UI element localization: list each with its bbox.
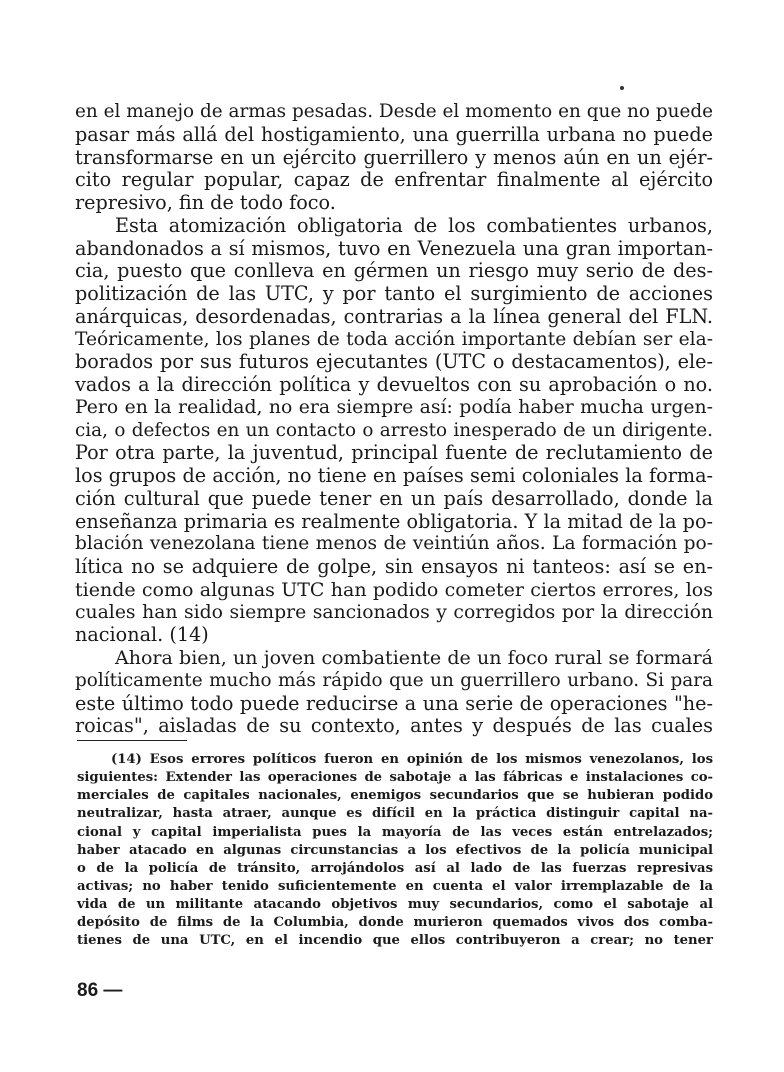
footnote-line: activas; no haber tenido suficientemente en cuenta el valor irremplazable de la [77, 878, 713, 894]
body-line: este último todo puede reducirse a una serie de operaciones "he- [75, 691, 713, 715]
footnote-line: depósito de films de la Columbia, donde murieron quemados vivos dos comba- [77, 915, 713, 931]
body-line: transformarse en un ejército guerrillero y menos aún en un ejér- [75, 145, 713, 169]
body-line: represivo, fin de todo foco. [75, 191, 336, 214]
body-line: blación venezolana tiene menos de veintiún años. La formación po- [75, 533, 713, 555]
footnote-line: (14) Esos errores políticos fueron en opinión de los mismos venezolanos, los [111, 752, 713, 767]
body-line: nacional. (14) [75, 623, 209, 647]
footnote-line: cional y capital imperialista pues la mayoría de las veces están entrelazados; [77, 824, 713, 840]
body-line: cia, o defectos en un contacto o arresto inesperado de un dirigente. [75, 419, 713, 441]
body-line: cuales han sido siempre sancionados y corregidos por la dirección [75, 601, 713, 623]
body-line: políticamente mucho más rápido que un guerrillero urbano. Si para [75, 669, 713, 691]
body-line: enseñanza primaria es realmente obligatoria. Y la mitad de la po- [75, 509, 713, 533]
body-line: roicas", aisladas de su contexto, antes y después de las cuales [75, 714, 713, 738]
footnote [77, 751, 713, 951]
body-line: los grupos de acción, no tiene en países semi coloniales la forma- [75, 464, 713, 487]
body-line: cito regular popular, capaz de enfrentar finalmente al ejército [75, 168, 713, 192]
footnote-line: o de la policía de tránsito, arrojándolos así al lado de las fuerzas represivas [77, 860, 713, 876]
body-line: lítica no se adquiere de golpe, sin ensayos ni tanteos: así se en- [75, 555, 713, 578]
body-line: politización de las UTC, y por tanto el surgimiento de acciones [75, 282, 713, 305]
footnote-line: neutralizar, hasta atraer, aunque es difícil en la práctica distinguir capital na- [77, 806, 713, 822]
body-line: Teóricamente, los planes de toda acción importante debían ser ela- [75, 328, 713, 350]
footnote-line: tienes de una UTC, en el incendio que ellos contribuyeron a crear; no tener [77, 933, 713, 949]
body-line: borados por sus futuros ejecutantes (UTC o destacamentos), ele- [75, 350, 713, 374]
footnote-line: siguientes: Extender las operaciones de sabotaje a las fábricas e instalaciones co- [77, 770, 713, 786]
paragraph-start-line: Esta atomización obligatoria de los combatientes urbanos, [115, 213, 713, 237]
body-line: Por otra parte, la juventud, principal fuente de reclutamiento de [75, 441, 713, 465]
body-line: cia, puesto que conlleva en gérmen un riesgo muy serio de des- [75, 259, 713, 283]
body-line: tiende como algunas UTC han podido cometer ciertos errores, los [75, 578, 713, 601]
body-line: ción cultural que puede tener en un país desarrollado, donde la [75, 486, 713, 510]
footnote-divider [77, 740, 187, 741]
body-text [75, 101, 713, 738]
footnote-line: vida de un militante atacando objetivos muy secundarios, como el sabotaje al [77, 897, 713, 913]
body-line: anárquicas, desordenadas, contrarias a la línea general del FLN. [75, 304, 713, 328]
footnote-line: haber atacado en algunas circunstancias a los efectivos de la policía municipal [77, 842, 713, 858]
footnote-line: merciales de capitales nacionales, enemigos secundarios que se hubieran podido [77, 788, 713, 804]
body-line: en el manejo de armas pesadas. Desde el momento en que no puede [75, 101, 713, 122]
body-line: abandonados a sí mismos, tuvo en Venezuela una gran importan- [75, 236, 713, 260]
paragraph-start-line: Ahora bien, un joven combatiente de un foco rural se formará [115, 647, 713, 669]
body-line: vados a la dirección política y devueltos con su aprobación o no. [75, 373, 713, 396]
body-line: pasar más allá del hostigamiento, una guerrilla urbana no puede [75, 122, 713, 146]
body-line: Pero en la realidad, no era siempre así: podía haber mucha urgen- [75, 396, 713, 418]
print-speck [620, 86, 624, 90]
page-number: 86 — [77, 980, 123, 1001]
